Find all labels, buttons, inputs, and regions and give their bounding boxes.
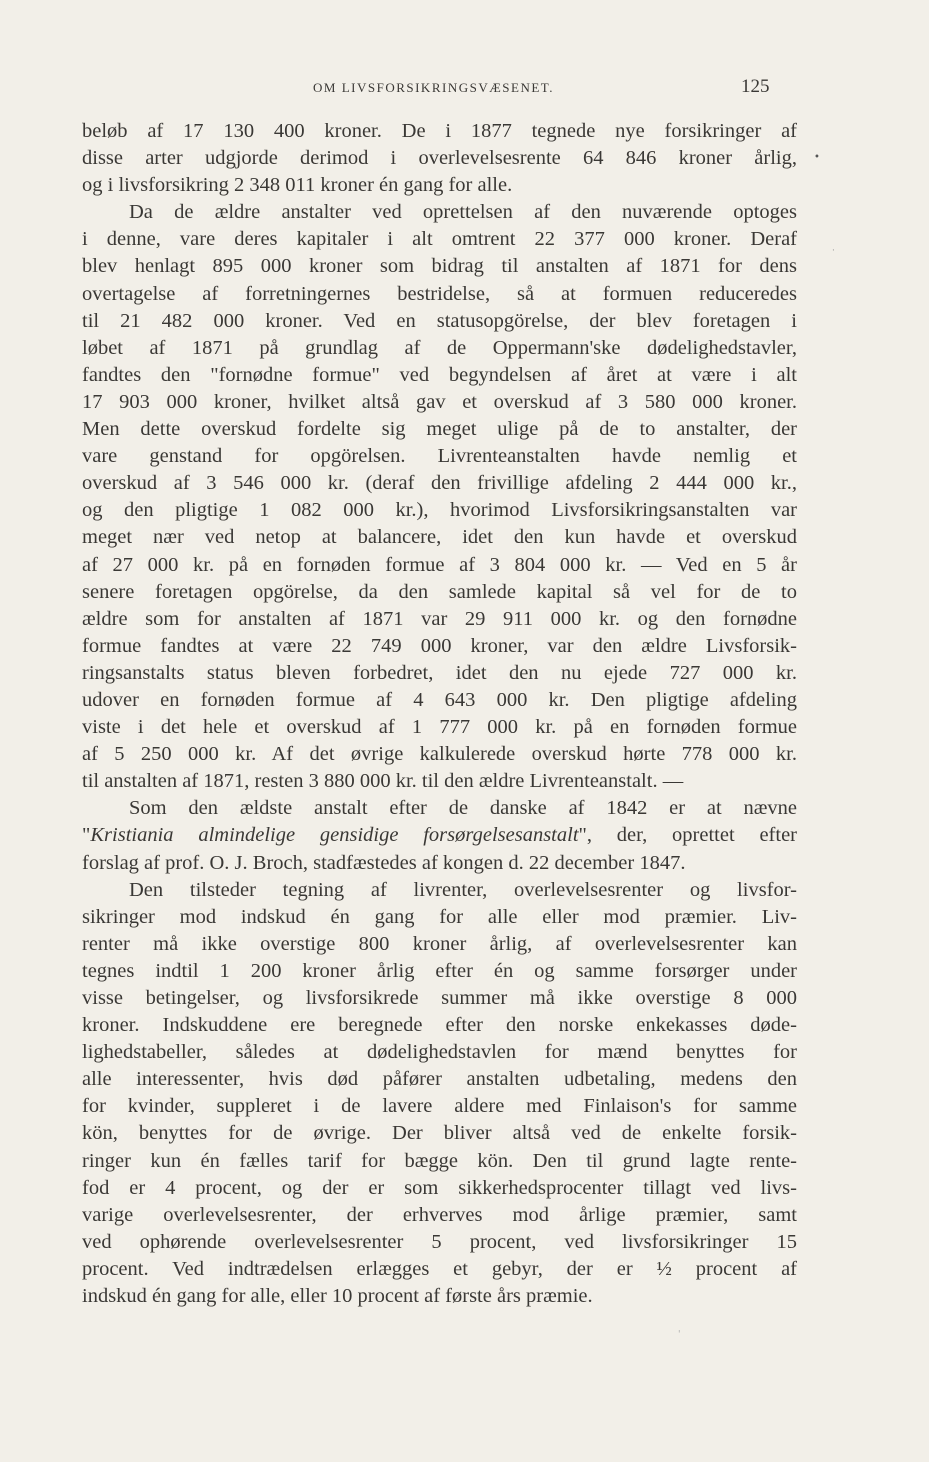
text-line: kroner. Indskuddene ere beregnede efter den norske enkekasses døde- [82, 1014, 797, 1037]
text-line: af 27 000 kr. på en fornøden formue af 3 804 000 kr. — Ved en 5 år [82, 553, 797, 576]
text-line: meget nær ved netop at balancere, idet den kun havde et overskud [82, 526, 797, 549]
text-line: overskud af 3 546 000 kr. (deraf den frivillige afdeling 2 444 000 kr., [82, 472, 797, 495]
text-line: i denne, vare deres kapitaler i alt omtrent 22 377 000 kroner. Deraf [82, 228, 797, 251]
text-line-with-italic [82, 822, 797, 849]
text-line: 17 903 000 kroner, hvilket altså gav et overskud af 3 580 000 kroner. [82, 390, 797, 413]
text-line: Men dette overskud fordelte sig meget ulige på de to anstalter, der [82, 418, 797, 441]
text-line: disse arter udgjorde derimod i overlevelsesrente 64 846 kroner årlig, [82, 147, 797, 170]
text-line: for kvinder, suppleret i de lavere aldere med Finlaison's for samme [82, 1095, 797, 1118]
body-text [82, 118, 797, 1310]
text-line: af 5 250 000 kr. Af det øvrige kalkulerede overskud hørte 778 000 kr. [82, 743, 797, 766]
text-line: og den pligtige 1 082 000 kr.), hvorimod Livsforsikringsanstalten var [82, 499, 797, 522]
text-line: beløb af 17 130 400 kroner. De i 1877 tegnede nye forsikringer af [82, 120, 797, 142]
institution-name: Kristiania almindelige gensidige forsørgelsesanstalt [90, 824, 579, 847]
text-line: lighedstabeller, således at dødelighedstavlen for mænd benyttes for [82, 1041, 797, 1064]
text-line: Da de ældre anstalter ved oprettelsen af den nuværende optoges [129, 201, 797, 224]
text-line: alle interessenter, hvis død påfører anstalten udbetaling, medens den [82, 1068, 797, 1091]
text-line: ældre som for anstalten af 1871 var 29 911 000 kr. og den fornødne [82, 607, 797, 630]
running-title: OM LIVSFORSIKRINGSVÆSENET. [313, 80, 555, 95]
text-line: blev henlagt 895 000 kroner som bidrag til anstalten af 1871 for dens [82, 255, 797, 278]
quote-rest: ", der, oprettet efter [578, 824, 797, 847]
ink-speck: • [814, 152, 820, 163]
ink-speck: · [832, 246, 835, 256]
text-line: Den tilsteder tegning af livrenter, overlevelsesrenter og livsfor- [129, 878, 797, 901]
text-line: formue fandtes at være 22 749 000 kroner, var den ældre Livsforsik- [82, 634, 797, 657]
page-number: 125 [741, 76, 770, 97]
text-line: vare genstand for opgörelsen. Livrenteanstalten havde nemlig et [82, 445, 797, 468]
text-line: løbet af 1871 på grundlag af de Oppermann'ske dødelighedstavler, [82, 336, 797, 359]
text-line: renter må ikke overstige 800 kroner årlig, af overlevelsesrenter kan [82, 932, 797, 955]
text-line: ringsanstalts status bleven forbedret, idet den nu ejede 727 000 kr. [82, 661, 797, 684]
text-line: til anstalten af 1871, resten 3 880 000 kr. til den ældre Livrenteanstalt. — [82, 770, 684, 793]
text-line: senere foretagen opgörelse, da den samlede kapital så vel for de to [82, 580, 797, 603]
text-line: Som den ældste anstalt efter de danske af 1842 er at nævne [129, 797, 797, 820]
text-line: forslag af prof. O. J. Broch, stadfæstedes af kongen d. 22 december 1847. [82, 851, 686, 874]
text-line: til 21 482 000 kroner. Ved en statusopgörelse, der blev foretagen i [82, 309, 797, 332]
text-line: overtagelse af forretningernes bestridelse, så at formuen reduceredes [82, 282, 797, 305]
text-line: udover en fornøden formue af 4 643 000 kr. Den pligtige afdeling [82, 688, 797, 711]
text-line: fod er 4 procent, og der er som sikkerhedsprocenter tillagt ved livs- [82, 1176, 797, 1199]
quote-open: " [82, 824, 91, 847]
text-line: og i livsforsikring 2 348 011 kroner én gang for alle. [82, 174, 513, 197]
text-line: visse betingelser, og livsforsikrede summer må ikke overstige 8 000 [82, 987, 797, 1009]
text-line: viste i det hele et overskud af 1 777 000 kr. på en fornøden formue [82, 716, 797, 739]
text-line: varige overlevelsesrenter, der erhverves mod årlige præmier, samt [82, 1203, 797, 1226]
text-line: fandtes den "fornødne formue" ved begyndelsen af året at være i alt [82, 363, 797, 386]
text-line: indskud én gang for alle, eller 10 procent af første års præmie. [82, 1285, 593, 1308]
text-line: sikringer mod indskud én gang for alle eller mod præmier. Liv- [82, 905, 797, 928]
text-line: tegnes indtil 1 200 kroner årlig efter én og samme forsørger under [82, 959, 797, 982]
text-line: procent. Ved indtrædelsen erlægges et gebyr, der er ½ procent af [82, 1257, 797, 1280]
ink-speck: ' [678, 1330, 681, 1340]
text-line: ved ophørende overlevelsesrenter 5 procent, ved livsforsikringer 15 [82, 1230, 797, 1253]
text-line: kön, benyttes for de øvrige. Der bliver altså ved de enkelte forsik- [82, 1122, 797, 1145]
text-line: ringer kun én fælles tarif for bægge kön. Den til grund lagte rente- [82, 1149, 797, 1172]
